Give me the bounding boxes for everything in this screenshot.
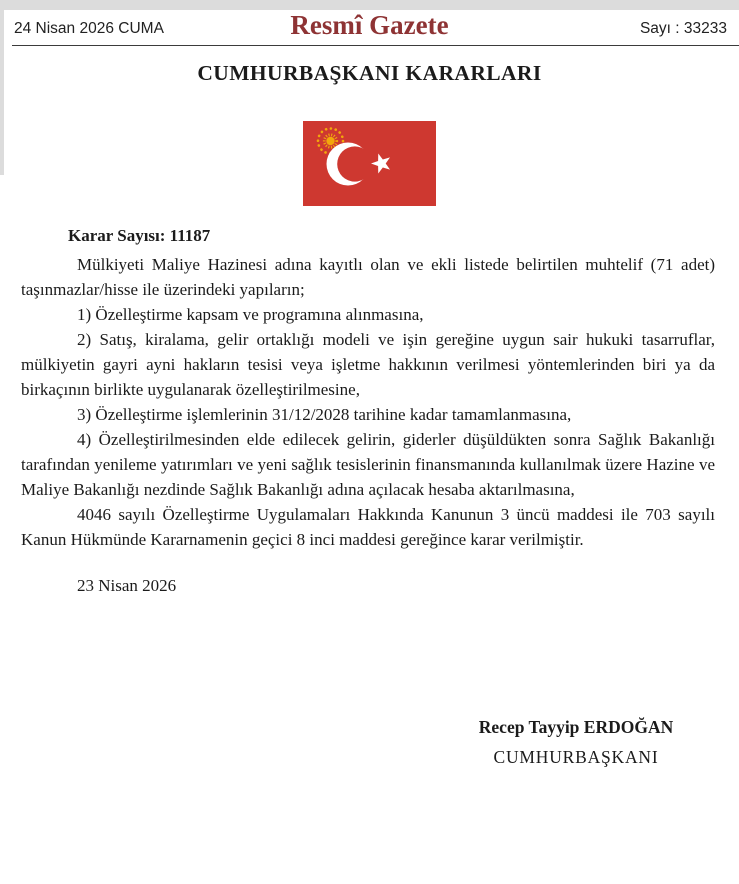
masthead-title: Resmî Gazete <box>290 10 449 40</box>
issue-number-label: Sayı : 33233 <box>639 20 727 37</box>
decision-date: 23 Nisan 2026 <box>77 576 177 595</box>
header-rule <box>12 45 739 46</box>
decision-paragraph: 3) Özelleştirme işlemlerinin 31/12/2028 tarihine kadar tamamlanmasına, <box>77 405 572 424</box>
signature-block <box>420 712 732 772</box>
decision-paragraph: Mülkiyeti Maliye Hazinesi adına kayıtlı olan ve ekli listede belirtilen muhtelif (71 adet) taşınmazlar/hisse ile üzerindeki yapıların; <box>21 255 715 299</box>
signature-name: Recep Tayyip ERDOĞAN <box>478 717 674 737</box>
page-edge-top <box>0 0 739 10</box>
signature-title: CUMHURBAŞKANI <box>493 747 659 767</box>
document-title: CUMHURBAŞKANI KARARLARI <box>197 61 542 85</box>
decision-paragraph: 2) Satış, kiralama, gelir ortaklığı modeli ve işin gereğine uygun sair hukuki tasarruflar, mülkiyetin gayri ayni hakların tesisi veya işletme hakkının verilmesi yöntemlerinden biri ya da birkaçının birlikte uygulanarak özelleştirilmesine, <box>21 330 715 399</box>
decision-number-label: Karar Sayısı: 11187 <box>68 226 211 245</box>
presidential-flag-image <box>303 121 436 206</box>
header-date-label: 24 Nisan 2026 CUMA <box>14 20 164 37</box>
decision-paragraph: 1) Özelleştirme kapsam ve programına alınmasına, <box>77 305 424 324</box>
decision-paragraph: 4046 sayılı Özelleştirme Uygulamaları Hakkında Kanunun 3 üncü maddesi ile 703 sayılı Kanun Hükmünde Kararnamenin geçici 8 inci maddesi gereğince karar verilmiştir. <box>21 505 715 549</box>
decision-paragraph: 4) Özelleştirilmesinden elde edilecek gelirin, giderler düşüldükten sonra Sağlık Bakanlığı tarafından yenileme yatırımları ve yeni sağlık tesislerinin finansmanında kullanılmak üzere Hazine ve Maliye Bakanlığı nezdinde Sağlık Bakanlığı adına açılacak hesaba aktarılmasına, <box>21 430 715 499</box>
decision-body <box>21 252 715 598</box>
